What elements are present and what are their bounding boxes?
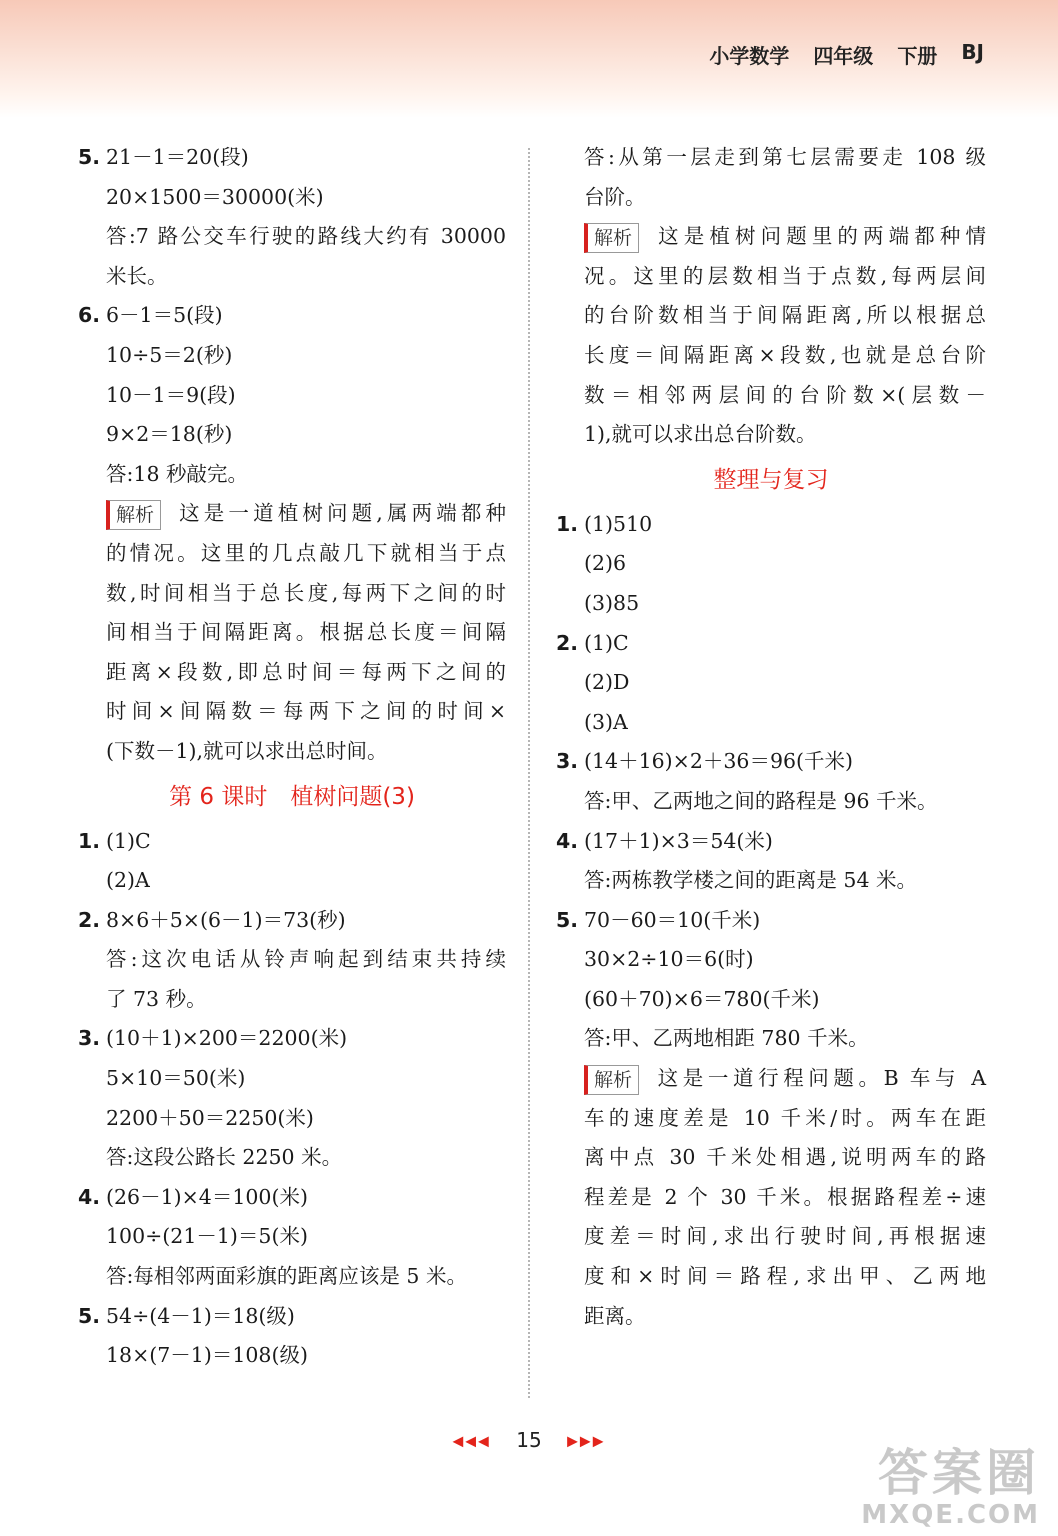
item-number: 2. [556,630,579,655]
text-line: 答:18 秒敲完。 [106,461,249,486]
text-line: (下数－1),就可以求出总时间。 [106,738,388,763]
watermark-title: 答案圈 [878,1444,1040,1502]
text-line: 数＝相邻两层间的台阶数×(层数－ [584,382,986,407]
section-heading: 整理与复习 [713,466,829,493]
header-volume: 下册 [897,44,938,68]
right-column [556,138,986,1336]
item-text: 6－1＝5(段) [106,303,223,328]
text-line: 1),就可以求出总台阶数。 [584,422,817,447]
text-line: (2)6 [584,551,627,576]
header-grade: 四年级 [813,44,874,68]
text-line: 答:这段公路长 2250 米。 [106,1145,343,1170]
item-text: 54÷(4－1)＝18(级) [106,1303,295,1328]
header-edition: BJ [961,40,984,64]
analysis-text: 这是一道行程问题。B 车与 A [653,1066,986,1091]
analysis-note [78,494,506,534]
answer-item [556,822,986,862]
answer-item [78,1178,506,1218]
text-line: 答:甲、乙两地相距 780 千米。 [584,1026,869,1051]
item-number: 1. [556,511,579,536]
text-line: 5×10＝50(米) [106,1066,246,1091]
item-text: (10＋1)×200＝2200(米) [106,1026,348,1051]
answer-item [556,624,986,664]
item-number: 1. [78,828,101,853]
item-number: 4. [78,1184,101,1209]
text-line: 时间×间隔数＝每两下之间的时间× [106,699,506,724]
answer-item [78,296,506,336]
text-line: 程差是 2 个 30 千米。根据路程差÷速 [584,1184,986,1209]
text-line: 10－1＝9(段) [106,382,236,407]
answer-item [78,822,506,862]
item-number: 3. [78,1026,101,1051]
text-line: 答:7 路公交车行驶的路线大约有 30000 [106,224,506,249]
text-line: (3)85 [584,590,640,615]
text-line: (3)A [584,709,628,734]
text-line: 距离。 [584,1303,646,1328]
text-line: 离中点 30 千米处相遇,说明两车的路 [584,1145,986,1170]
text-line: 米长。 [106,263,168,288]
answer-item [78,1019,506,1059]
item-text: 8×6＋5×(6－1)＝73(秒) [106,907,346,932]
text-line: 的情况。这里的几点敲几下就相当于点 [106,540,506,565]
text-line: 100÷(21－1)＝5(米) [106,1224,308,1249]
analysis-note [556,1059,986,1099]
text-line: 度差＝时间,求出行驶时间,再根据速 [584,1224,986,1249]
header-subject: 小学数学 [709,44,790,68]
item-text: (26－1)×4＝100(米) [106,1184,308,1209]
text-line: 答:两栋教学楼之间的距离是 54 米。 [584,868,918,893]
item-number: 6. [78,303,101,328]
running-header [709,40,984,69]
next-arrows-icon: ▶▶▶ [567,1433,606,1450]
item-text: 21－1＝20(段) [106,145,249,169]
text-line: 20×1500＝30000(米) [106,184,324,209]
item-number: 5. [78,145,101,169]
analysis-note [556,217,986,257]
text-line: 长度＝间隔距离×段数,也就是总台阶 [584,342,986,367]
watermark-logo [861,1446,1040,1530]
text-line: 了 73 秒。 [106,986,207,1011]
text-line: 答:从第一层走到第七层需要走 108 级 [584,145,986,169]
text-line: 答:甲、乙两地之间的路程是 96 千米。 [584,788,938,813]
text-line: 答:每相邻两面彩旗的距离应该是 5 米。 [106,1264,467,1289]
text-line: 30×2÷10＝6(时) [584,947,754,972]
text-line: 2200＋50＝2250(米) [106,1105,314,1130]
item-text: (1)C [584,630,629,655]
answer-item [556,505,986,545]
text-line: 10÷5＝2(秒) [106,342,233,367]
text-line: 间相当于间隔距离。根据总长度＝间隔 [106,620,506,645]
item-text: 70－60＝10(千米) [584,907,761,932]
text-line: 答:这次电话从铃声响起到结束共持续 [106,947,506,972]
item-text: (17＋1)×3＝54(米) [584,828,773,853]
item-number: 3. [556,749,579,774]
answer-item [556,901,986,941]
text-line: 18×(7－1)＝108(级) [106,1343,308,1368]
text-line: 的台阶数相当于间隔距离,所以根据总 [584,303,986,328]
text-line: 距离×段数,即总时间＝每两下之间的 [106,659,506,684]
left-column [78,138,506,1376]
column-divider [528,148,530,1398]
item-number: 5. [556,907,579,932]
analysis-tag: 解析 [584,223,639,253]
analysis-tag: 解析 [584,1065,639,1095]
item-text: (1)510 [584,511,653,536]
section-heading: 第 6 课时 植树问题(3) [169,783,415,810]
text-line: 9×2＝18(秒) [106,422,233,447]
text-line: (2)D [584,670,630,695]
item-number: 4. [556,828,579,853]
item-text: (1)C [106,828,151,853]
answer-item [78,138,506,178]
watermark-site: MXQE.COM [861,1500,1040,1530]
item-text: (14＋16)×2＋36＝96(千米) [584,749,854,774]
analysis-tag: 解析 [106,500,161,530]
text-line: 况。这里的层数相当于点数,每两层间 [584,263,986,288]
text-line: 度和×时间＝路程,求出甲、乙两地 [584,1264,986,1289]
page-number: 15 [516,1428,542,1452]
text-line: 数,时间相当于总长度,每两下之间的时 [106,580,506,605]
text-line: 台阶。 [584,184,646,209]
answer-item [78,901,506,941]
analysis-text: 这是植树问题里的两端都种情 [653,224,986,249]
answer-item [556,742,986,782]
item-number: 2. [78,907,101,932]
answer-item [78,1297,506,1337]
prev-arrows-icon: ◀◀◀ [452,1433,491,1450]
text-line: (2)A [106,868,150,893]
item-number: 5. [78,1303,101,1328]
text-line: 车的速度差是 10 千米/时。两车在距 [584,1105,986,1130]
analysis-text: 这是一道植树问题,属两端都种 [175,501,506,526]
text-line: (60＋70)×6＝780(千米) [584,986,820,1011]
